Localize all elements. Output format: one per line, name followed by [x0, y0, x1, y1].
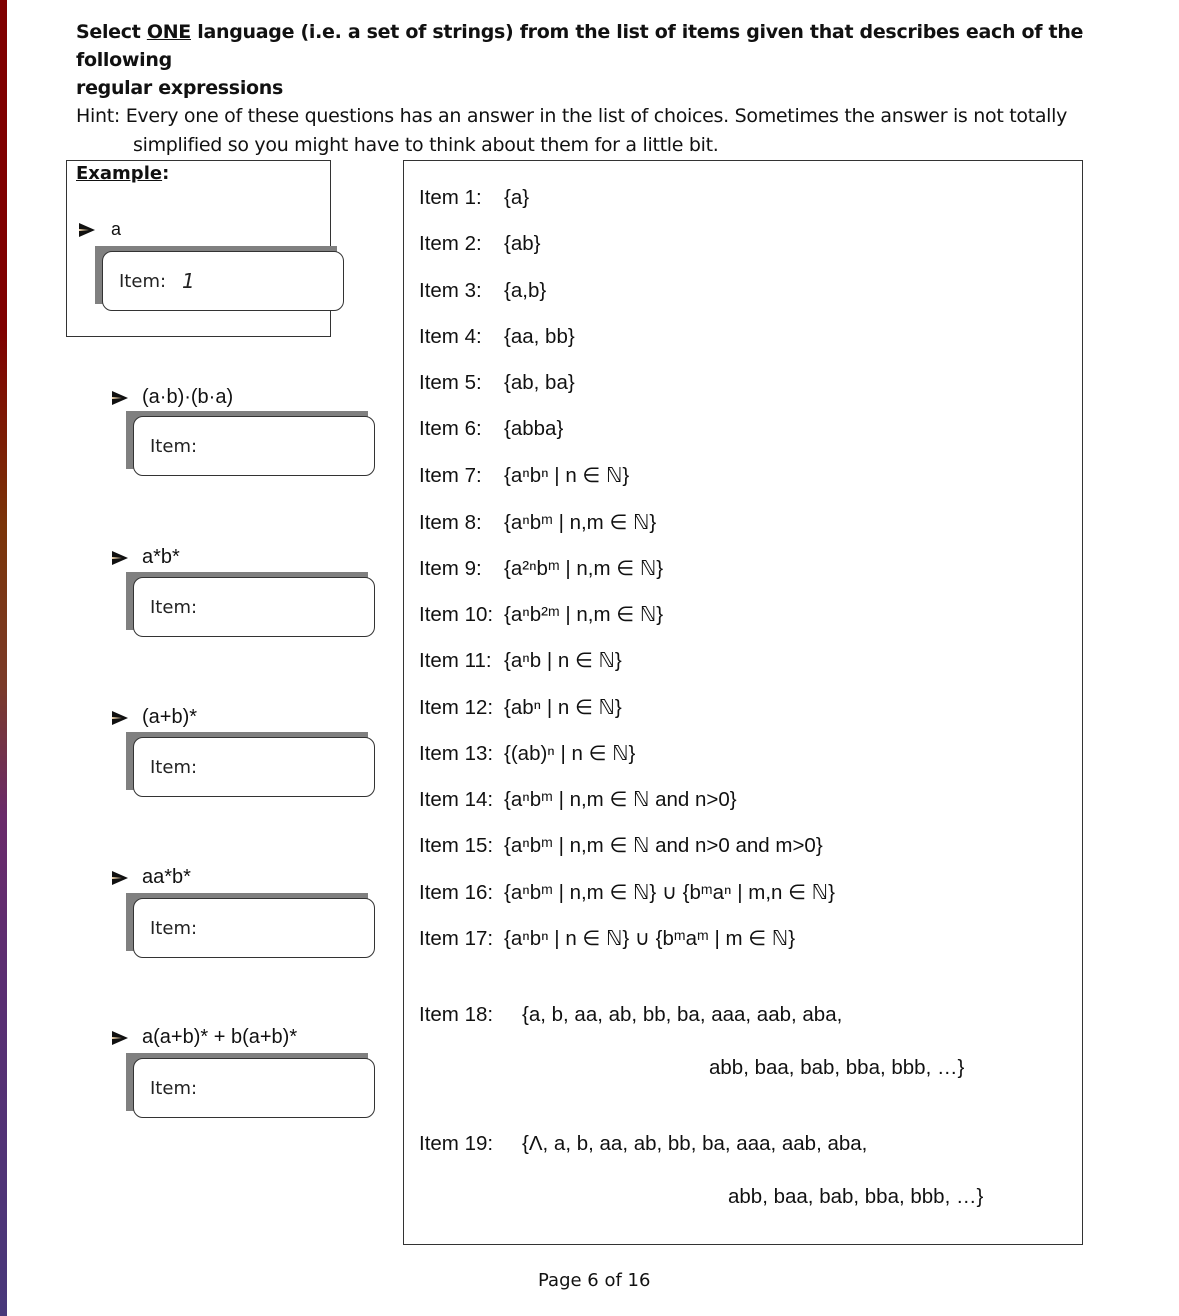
example-bullet: a — [79, 219, 121, 240]
answer-field[interactable]: Item: — [133, 737, 375, 797]
example-answer-box: Item: 1 — [102, 251, 344, 311]
question-4-answer[interactable] — [126, 893, 376, 959]
list-item: Item 4: {aa, bb} — [419, 325, 575, 348]
list-item: Item 9: {a²ⁿbᵐ | n,m ∈ ℕ} — [419, 557, 664, 580]
list-item: Item 15: {aⁿbᵐ | n,m ∈ ℕ and n>0 and m>0} — [419, 834, 823, 857]
list-item-continuation: abb, baa, bab, bba, bbb, …} — [709, 1056, 965, 1079]
question-2-answer[interactable] — [126, 572, 376, 638]
list-item: Item 18: {a, b, aa, ab, bb, ba, aaa, aab, aba, — [419, 1003, 843, 1026]
emphasis-one: ONE — [146, 21, 191, 43]
answer-field[interactable]: Item: — [133, 898, 375, 958]
answer-field[interactable]: Item: — [133, 416, 375, 476]
example-answer — [95, 246, 345, 312]
question-1: (a·b)·(b·a) — [112, 386, 233, 409]
list-item: Item 19: {Λ, a, b, aa, ab, bb, ba, aaa, aab, aba, — [419, 1132, 868, 1155]
question-4: aa*b* — [112, 866, 191, 889]
arrow-bullet-icon — [112, 391, 128, 405]
list-item: Item 3: {a,b} — [419, 279, 547, 302]
list-item: Item 7: {aⁿbⁿ | n ∈ ℕ} — [419, 464, 630, 487]
list-item: Item 16: {aⁿbᵐ | n,m ∈ ℕ} ∪ {bᵐaⁿ | m,n ∈ ℕ} — [419, 881, 835, 904]
hint-text: Hint: Every one of these questions has an answer in the list of choices. Sometimes the answer is not totally simplified so you might have to think about them for a little bit. — [76, 105, 1068, 156]
answer-field[interactable]: Item: — [133, 577, 375, 637]
list-item: Item 5: {ab, ba} — [419, 371, 575, 394]
list-item: Item 2: {ab} — [419, 232, 541, 255]
question-2: a*b* — [112, 546, 180, 569]
question-3: (a+b)* — [112, 706, 197, 729]
arrow-bullet-icon — [112, 1031, 128, 1045]
accent-strip — [0, 0, 7, 1316]
question-5: a(a+b)* + b(a+b)* — [112, 1026, 297, 1049]
list-item: Item 8: {aⁿbᵐ | n,m ∈ ℕ} — [419, 511, 657, 534]
question-5-answer[interactable] — [126, 1053, 376, 1119]
items-list-panel — [403, 160, 1083, 1245]
list-item: Item 13: {(ab)ⁿ | n ∈ ℕ} — [419, 742, 636, 765]
question-3-answer[interactable] — [126, 732, 376, 798]
page-number: Page 6 of 16 — [538, 1270, 651, 1291]
list-item: Item 6: {abba} — [419, 417, 564, 440]
arrow-bullet-icon — [112, 551, 128, 565]
list-item: Item 14: {aⁿbᵐ | n,m ∈ ℕ and n>0} — [419, 788, 737, 811]
example-title: Example: — [76, 163, 170, 184]
list-item: Item 10: {aⁿb²ᵐ | n,m ∈ ℕ} — [419, 603, 664, 626]
question-1-answer[interactable] — [126, 411, 376, 477]
arrow-bullet-icon — [112, 871, 128, 885]
list-item: Item 12: {abⁿ | n ∈ ℕ} — [419, 696, 622, 719]
list-item: Item 1: {a} — [419, 186, 530, 209]
arrow-bullet-icon — [79, 223, 95, 237]
instruction-heading: Select ONE language (i.e. a set of strings) from the list of items given that describes each of the following regular expressions — [76, 21, 1084, 99]
arrow-bullet-icon — [112, 711, 128, 725]
answer-field[interactable]: Item: — [133, 1058, 375, 1118]
list-item: Item 17: {aⁿbⁿ | n ∈ ℕ} ∪ {bᵐaᵐ | m ∈ ℕ} — [419, 927, 796, 950]
list-item-continuation: abb, baa, bab, bba, bbb, …} — [728, 1185, 984, 1208]
instructions — [76, 18, 1086, 160]
list-item: Item 11: {aⁿb | n ∈ ℕ} — [419, 649, 622, 672]
example-box — [66, 160, 331, 337]
